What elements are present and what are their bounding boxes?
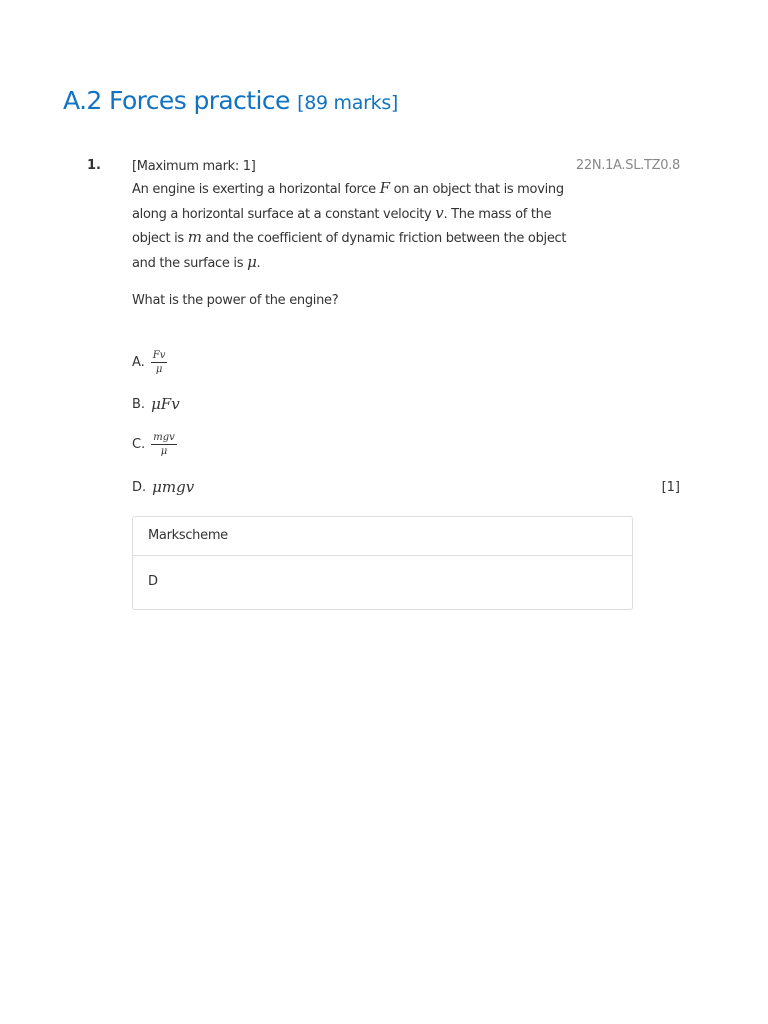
question-prompt: What is the power of the engine? bbox=[132, 293, 339, 308]
option-a-numerator: Fv bbox=[152, 350, 166, 361]
option-a-denominator: μ bbox=[155, 364, 163, 375]
symbol-force: F bbox=[379, 179, 390, 197]
option-c-letter: C. bbox=[132, 437, 146, 452]
stem-text-4: and the coefficient of dynamic friction between the object and the surface is bbox=[132, 231, 567, 271]
page-title bbox=[63, 86, 398, 115]
markscheme-header: Markscheme bbox=[133, 517, 632, 556]
option-a bbox=[132, 350, 167, 375]
option-c-fraction bbox=[151, 432, 177, 457]
option-b bbox=[132, 395, 180, 413]
markscheme-answer: D bbox=[148, 574, 159, 589]
option-b-expression: μFv bbox=[151, 395, 180, 413]
stem-text-2: on an object that is moving along a horizontal surface at a constant velocity bbox=[132, 182, 564, 222]
markscheme-panel bbox=[132, 516, 633, 610]
total-marks: [89 marks] bbox=[297, 92, 399, 114]
symbol-velocity: v bbox=[435, 203, 444, 222]
maximum-mark: [Maximum mark: 1] bbox=[132, 159, 256, 174]
stem-text-1: An engine is exerting a horizontal force bbox=[132, 182, 380, 197]
question-body bbox=[132, 157, 582, 311]
option-c-numerator: mgv bbox=[153, 432, 175, 443]
option-d-letter: D. bbox=[132, 479, 147, 495]
option-c-denominator: μ bbox=[160, 446, 168, 457]
question-number: 1. bbox=[87, 158, 101, 173]
question-reference: 22N.1A.SL.TZ0.8 bbox=[575, 158, 680, 173]
symbol-mass: m bbox=[187, 228, 202, 246]
option-d-expression: μmgv bbox=[152, 478, 195, 496]
option-a-fraction bbox=[151, 350, 168, 375]
option-c bbox=[132, 432, 177, 457]
option-d bbox=[132, 478, 194, 496]
option-a-letter: A. bbox=[132, 355, 145, 370]
page-title-text: A.2 Forces practice bbox=[63, 86, 290, 115]
option-b-letter: B. bbox=[132, 396, 146, 412]
symbol-mu: μ bbox=[247, 252, 257, 271]
question-stem bbox=[132, 177, 582, 275]
question-marks: [1] bbox=[661, 480, 680, 495]
stem-text-5: . bbox=[256, 255, 261, 271]
stem-text-3: . The mass of the object is bbox=[132, 206, 552, 246]
